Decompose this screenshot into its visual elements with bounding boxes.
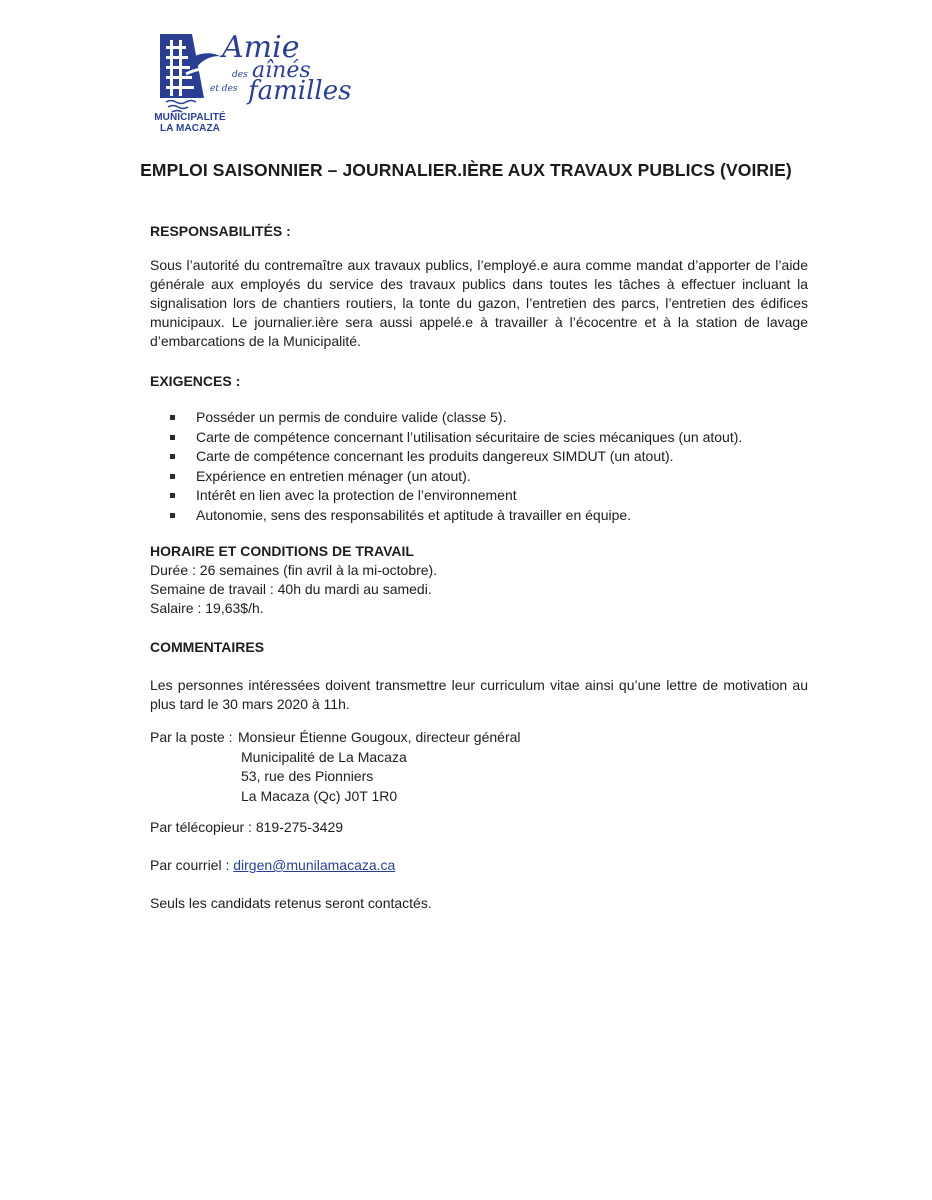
logo-word-etdes: et des [210, 84, 238, 94]
horaire-duree: Durée : 26 semaines (fin avril à la mi-octobre). [150, 562, 438, 578]
list-item: Autonomie, sens des responsabilités et aptitude à travailler en équipe. [150, 506, 808, 526]
fax-line: Par télécopieur : 819-275-3429 [150, 819, 344, 835]
email-label: Par courriel : [150, 857, 230, 873]
horaire-semaine: Semaine de travail : 40h du mardi au samedi. [150, 581, 432, 597]
list-item: Carte de compétence concernant les produits dangereux SIMDUT (un atout). [150, 447, 808, 467]
email-link[interactable]: dirgen@munilamacaza.ca [233, 857, 396, 873]
exigences-list [150, 408, 808, 525]
list-item: Carte de compétence concernant l’utilisation sécuritaire de scies mécaniques (un atout). [150, 428, 808, 448]
poste-recipient: Monsieur Étienne Gougoux, directeur général [238, 729, 521, 745]
list-item: Intérêt en lien avec la protection de l’environnement [150, 486, 808, 506]
poste-line: La Macaza (Qc) J0T 1R0 [241, 787, 398, 804]
responsabilites-text: Sous l’autorité du contremaître aux travaux publics, l’employé.e aura comme mandat d’apporter de l’aide générale aux employés du service des travaux publics dans toutes les tâches à effectuer incluant la signalisation lors de chantiers routiers, la tonte du gazon, l’entretien des parcs, l’entretien des édifices municipaux. Le journalier.ière sera aussi appelé.e à travailler à l’écocentre et à la station de lavage d’embarcations de la Municipalité. [150, 257, 808, 349]
closing-note: Seuls les candidats retenus seront contactés. [150, 895, 432, 911]
page-title: EMPLOI SAISONNIER – JOURNALIER.IÈRE AUX TRAVAUX PUBLICS (VOIRIE) [140, 160, 792, 180]
municipality-logo [146, 28, 352, 138]
responsabilites-heading: RESPONSABILITÉS : [150, 223, 291, 239]
logo-word-des: des [232, 70, 248, 80]
logo-municipality-line2: LA MACAZA [160, 123, 220, 134]
commentaires-heading: COMMENTAIRES [150, 639, 265, 655]
list-item: Expérience en entretien ménager (un atout). [150, 467, 808, 487]
logo-municipality-line1: MUNICIPALITÉ [154, 112, 226, 123]
list-item: Posséder un permis de conduire valide (classe 5). [150, 408, 808, 428]
email-line [150, 856, 395, 875]
logo-word-aines: aînés [252, 58, 311, 83]
poste-label: Par la poste : [150, 729, 233, 745]
horaire-details [150, 561, 437, 618]
logo-municipality-name [150, 112, 230, 134]
logo-word-familles: familles [248, 76, 352, 106]
commentaires-text: Les personnes intéressées doivent transmettre leur curriculum vitae ainsi qu’une lettre de motivation au plus tard le 30 mars 2020 à 11h. [150, 677, 808, 712]
horaire-salaire: Salaire : 19,63$/h. [150, 600, 264, 616]
exigences-heading: EXIGENCES : [150, 373, 241, 389]
horaire-heading: HORAIRE ET CONDITIONS DE TRAVAIL [150, 543, 414, 559]
postal-address-block [150, 728, 808, 806]
poste-line: 53, rue des Pionniers [241, 768, 374, 784]
poste-line: Municipalité de La Macaza [241, 748, 407, 765]
logo-word-amie: Amie [222, 30, 300, 65]
